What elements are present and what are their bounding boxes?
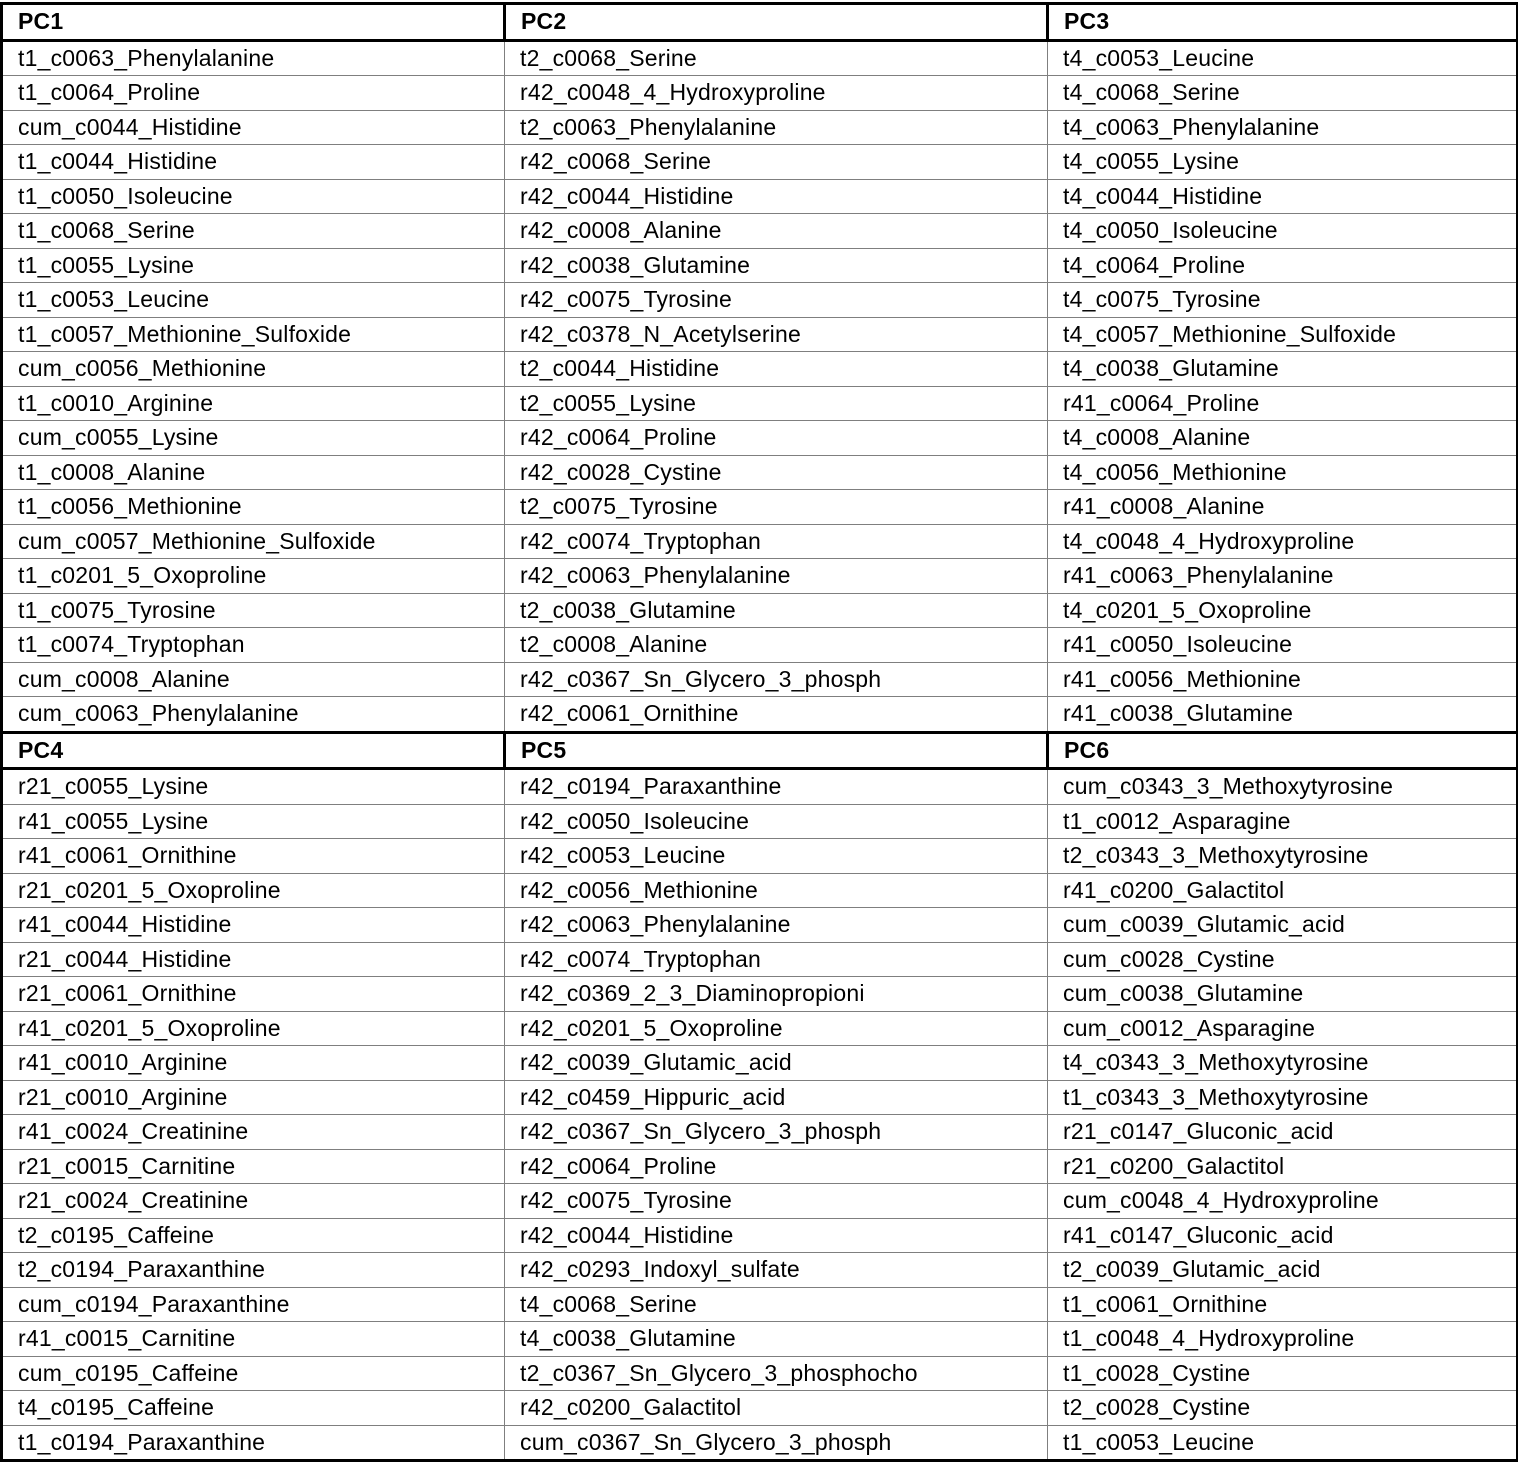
table-row — [2, 1149, 1518, 1184]
header-row — [2, 732, 1518, 769]
table-cell: t2_c0343_3_Methoxytyrosine — [1048, 839, 1518, 874]
table-cell: r21_c0200_Galactitol — [1048, 1149, 1518, 1184]
column-header: PC1 — [2, 4, 505, 41]
table-cell: t4_c0008_Alanine — [1048, 421, 1518, 456]
table-cell: t2_c0367_Sn_Glycero_3_phosphocho — [505, 1356, 1048, 1391]
table-cell: t4_c0038_Glutamine — [505, 1322, 1048, 1357]
table-row — [2, 839, 1518, 874]
table-cell: r42_c0075_Tyrosine — [505, 283, 1048, 318]
table-cell: t1_c0010_Arginine — [2, 386, 505, 421]
table-cell: cum_c0048_4_Hydroxyproline — [1048, 1184, 1518, 1219]
table-row — [2, 942, 1518, 977]
table-cell: t1_c0074_Tryptophan — [2, 628, 505, 663]
table-row — [2, 873, 1518, 908]
table-cell: r42_c0293_Indoxyl_sulfate — [505, 1253, 1048, 1288]
table-cell: r42_c0369_2_3_Diaminopropioni — [505, 977, 1048, 1012]
table-row — [2, 1115, 1518, 1150]
table-cell: r42_c0008_Alanine — [505, 214, 1048, 249]
table-row — [2, 804, 1518, 839]
table-cell: t1_c0008_Alanine — [2, 455, 505, 490]
table-row — [2, 421, 1518, 456]
table-cell: t1_c0028_Cystine — [1048, 1356, 1518, 1391]
table-row — [2, 593, 1518, 628]
table-row — [2, 1253, 1518, 1288]
table-cell: r42_c0053_Leucine — [505, 839, 1048, 874]
table-cell: r21_c0061_Ornithine — [2, 977, 505, 1012]
table-cell: t1_c0201_5_Oxoproline — [2, 559, 505, 594]
table-cell: r21_c0015_Carnitine — [2, 1149, 505, 1184]
table-cell: r42_c0459_Hippuric_acid — [505, 1080, 1048, 1115]
table-cell: r42_c0367_Sn_Glycero_3_phosph — [505, 1115, 1048, 1150]
table-cell: t1_c0053_Leucine — [1048, 1425, 1518, 1461]
table-cell: r42_c0063_Phenylalanine — [505, 559, 1048, 594]
table-cell: t2_c0195_Caffeine — [2, 1218, 505, 1253]
table-cell: r42_c0056_Methionine — [505, 873, 1048, 908]
table-cell: t4_c0064_Proline — [1048, 248, 1518, 283]
table-cell: r42_c0200_Galactitol — [505, 1391, 1048, 1426]
table-cell: r42_c0201_5_Oxoproline — [505, 1011, 1048, 1046]
table-cell: r42_c0378_N_Acetylserine — [505, 317, 1048, 352]
table-row — [2, 214, 1518, 249]
table-cell: t4_c0057_Methionine_Sulfoxide — [1048, 317, 1518, 352]
table-cell: t1_c0194_Paraxanthine — [2, 1425, 505, 1461]
table-row — [2, 490, 1518, 525]
table-cell: r42_c0038_Glutamine — [505, 248, 1048, 283]
table-cell: cum_c0063_Phenylalanine — [2, 697, 505, 733]
table-cell: r21_c0044_Histidine — [2, 942, 505, 977]
table-cell: r21_c0147_Gluconic_acid — [1048, 1115, 1518, 1150]
table-cell: t4_c0063_Phenylalanine — [1048, 110, 1518, 145]
table-cell: r41_c0008_Alanine — [1048, 490, 1518, 525]
table-row — [2, 559, 1518, 594]
table-cell: t4_c0044_Histidine — [1048, 179, 1518, 214]
table-cell: r42_c0068_Serine — [505, 145, 1048, 180]
table-body — [2, 4, 1518, 1461]
table-row — [2, 455, 1518, 490]
table-cell: r41_c0056_Methionine — [1048, 662, 1518, 697]
table-cell: t4_c0055_Lysine — [1048, 145, 1518, 180]
table-cell: r42_c0194_Paraxanthine — [505, 769, 1048, 805]
table-row — [2, 908, 1518, 943]
table-row — [2, 1391, 1518, 1426]
table-cell: t2_c0194_Paraxanthine — [2, 1253, 505, 1288]
table-cell: cum_c0039_Glutamic_acid — [1048, 908, 1518, 943]
column-header: PC3 — [1048, 4, 1518, 41]
table-row — [2, 628, 1518, 663]
table-row — [2, 1218, 1518, 1253]
table-row — [2, 769, 1518, 805]
table-cell: t1_c0012_Asparagine — [1048, 804, 1518, 839]
table-cell: cum_c0038_Glutamine — [1048, 977, 1518, 1012]
table-row — [2, 662, 1518, 697]
table-row — [2, 145, 1518, 180]
table-cell: r42_c0039_Glutamic_acid — [505, 1046, 1048, 1081]
table-cell: t1_c0048_4_Hydroxyproline — [1048, 1322, 1518, 1357]
table-cell: t4_c0050_Isoleucine — [1048, 214, 1518, 249]
column-header: PC6 — [1048, 732, 1518, 769]
table-cell: r42_c0044_Histidine — [505, 179, 1048, 214]
table-row — [2, 977, 1518, 1012]
table-cell: r41_c0010_Arginine — [2, 1046, 505, 1081]
header-row — [2, 4, 1518, 41]
table-cell: t2_c0039_Glutamic_acid — [1048, 1253, 1518, 1288]
table-cell: t4_c0038_Glutamine — [1048, 352, 1518, 387]
table-cell: t1_c0056_Methionine — [2, 490, 505, 525]
table-cell: t1_c0050_Isoleucine — [2, 179, 505, 214]
table-row — [2, 386, 1518, 421]
table-cell: r41_c0050_Isoleucine — [1048, 628, 1518, 663]
table-row — [2, 1184, 1518, 1219]
table-row — [2, 179, 1518, 214]
table-cell: t1_c0068_Serine — [2, 214, 505, 249]
table-cell: cum_c0012_Asparagine — [1048, 1011, 1518, 1046]
table-row — [2, 697, 1518, 733]
table-cell: t1_c0075_Tyrosine — [2, 593, 505, 628]
table-cell: r42_c0074_Tryptophan — [505, 942, 1048, 977]
table-row — [2, 248, 1518, 283]
table-cell: cum_c0057_Methionine_Sulfoxide — [2, 524, 505, 559]
table-cell: t2_c0038_Glutamine — [505, 593, 1048, 628]
table-row — [2, 1080, 1518, 1115]
table-cell: cum_c0044_Histidine — [2, 110, 505, 145]
table-cell: r42_c0028_Cystine — [505, 455, 1048, 490]
table-cell: t4_c0048_4_Hydroxyproline — [1048, 524, 1518, 559]
table-cell: t1_c0061_Ornithine — [1048, 1287, 1518, 1322]
table-cell: t1_c0057_Methionine_Sulfoxide — [2, 317, 505, 352]
table-cell: r21_c0055_Lysine — [2, 769, 505, 805]
table-row — [2, 1322, 1518, 1357]
table-cell: cum_c0055_Lysine — [2, 421, 505, 456]
table-cell: t1_c0055_Lysine — [2, 248, 505, 283]
table-cell: cum_c0008_Alanine — [2, 662, 505, 697]
table-cell: cum_c0028_Cystine — [1048, 942, 1518, 977]
table-row — [2, 1287, 1518, 1322]
table-cell: r42_c0050_Isoleucine — [505, 804, 1048, 839]
column-header: PC2 — [505, 4, 1048, 41]
table-cell: t4_c0195_Caffeine — [2, 1391, 505, 1426]
table-cell: r41_c0147_Gluconic_acid — [1048, 1218, 1518, 1253]
table-cell: r42_c0048_4_Hydroxyproline — [505, 76, 1048, 111]
table-row — [2, 110, 1518, 145]
column-header: PC5 — [505, 732, 1048, 769]
table-cell: r41_c0201_5_Oxoproline — [2, 1011, 505, 1046]
table-row — [2, 524, 1518, 559]
table-cell: r42_c0044_Histidine — [505, 1218, 1048, 1253]
table-cell: r21_c0010_Arginine — [2, 1080, 505, 1115]
table-cell: t2_c0028_Cystine — [1048, 1391, 1518, 1426]
table-cell: t4_c0075_Tyrosine — [1048, 283, 1518, 318]
table-cell: r41_c0044_Histidine — [2, 908, 505, 943]
table-cell: t4_c0343_3_Methoxytyrosine — [1048, 1046, 1518, 1081]
table-cell: cum_c0195_Caffeine — [2, 1356, 505, 1391]
table-cell: r41_c0064_Proline — [1048, 386, 1518, 421]
table-cell: t2_c0055_Lysine — [505, 386, 1048, 421]
table-cell: t1_c0044_Histidine — [2, 145, 505, 180]
table-cell: cum_c0194_Paraxanthine — [2, 1287, 505, 1322]
table-cell: r42_c0061_Ornithine — [505, 697, 1048, 733]
table-cell: r21_c0201_5_Oxoproline — [2, 873, 505, 908]
table-cell: t4_c0201_5_Oxoproline — [1048, 593, 1518, 628]
table-cell: r41_c0024_Creatinine — [2, 1115, 505, 1150]
table-row — [2, 283, 1518, 318]
table-row — [2, 1046, 1518, 1081]
table-row — [2, 317, 1518, 352]
table-row — [2, 40, 1518, 76]
table-cell: cum_c0343_3_Methoxytyrosine — [1048, 769, 1518, 805]
table-cell: t1_c0053_Leucine — [2, 283, 505, 318]
table-cell: r41_c0015_Carnitine — [2, 1322, 505, 1357]
table-row — [2, 1356, 1518, 1391]
table-cell: cum_c0056_Methionine — [2, 352, 505, 387]
table-row — [2, 76, 1518, 111]
table-cell: r42_c0074_Tryptophan — [505, 524, 1048, 559]
table-cell: r41_c0038_Glutamine — [1048, 697, 1518, 733]
table-cell: r21_c0024_Creatinine — [2, 1184, 505, 1219]
table-cell: t1_c0343_3_Methoxytyrosine — [1048, 1080, 1518, 1115]
table-cell: r41_c0055_Lysine — [2, 804, 505, 839]
table-cell: t2_c0044_Histidine — [505, 352, 1048, 387]
table-cell: r42_c0064_Proline — [505, 421, 1048, 456]
column-header: PC4 — [2, 732, 505, 769]
table-row — [2, 1011, 1518, 1046]
table-cell: t2_c0068_Serine — [505, 40, 1048, 76]
pc-loadings-table — [0, 2, 1518, 1462]
table-cell: t1_c0063_Phenylalanine — [2, 40, 505, 76]
table-cell: t4_c0053_Leucine — [1048, 40, 1518, 76]
table-cell: t2_c0008_Alanine — [505, 628, 1048, 663]
table-row — [2, 1425, 1518, 1461]
table-cell: r42_c0063_Phenylalanine — [505, 908, 1048, 943]
table-cell: r42_c0367_Sn_Glycero_3_phosph — [505, 662, 1048, 697]
table-cell: r41_c0200_Galactitol — [1048, 873, 1518, 908]
table-row — [2, 352, 1518, 387]
table-cell: t2_c0063_Phenylalanine — [505, 110, 1048, 145]
table-cell: t2_c0075_Tyrosine — [505, 490, 1048, 525]
table-cell: r42_c0064_Proline — [505, 1149, 1048, 1184]
table-cell: r41_c0061_Ornithine — [2, 839, 505, 874]
table-cell: t4_c0068_Serine — [1048, 76, 1518, 111]
table-cell: cum_c0367_Sn_Glycero_3_phosph — [505, 1425, 1048, 1461]
table-cell: t1_c0064_Proline — [2, 76, 505, 111]
table-cell: t4_c0068_Serine — [505, 1287, 1048, 1322]
table-cell: t4_c0056_Methionine — [1048, 455, 1518, 490]
table-cell: r42_c0075_Tyrosine — [505, 1184, 1048, 1219]
table-cell: r41_c0063_Phenylalanine — [1048, 559, 1518, 594]
